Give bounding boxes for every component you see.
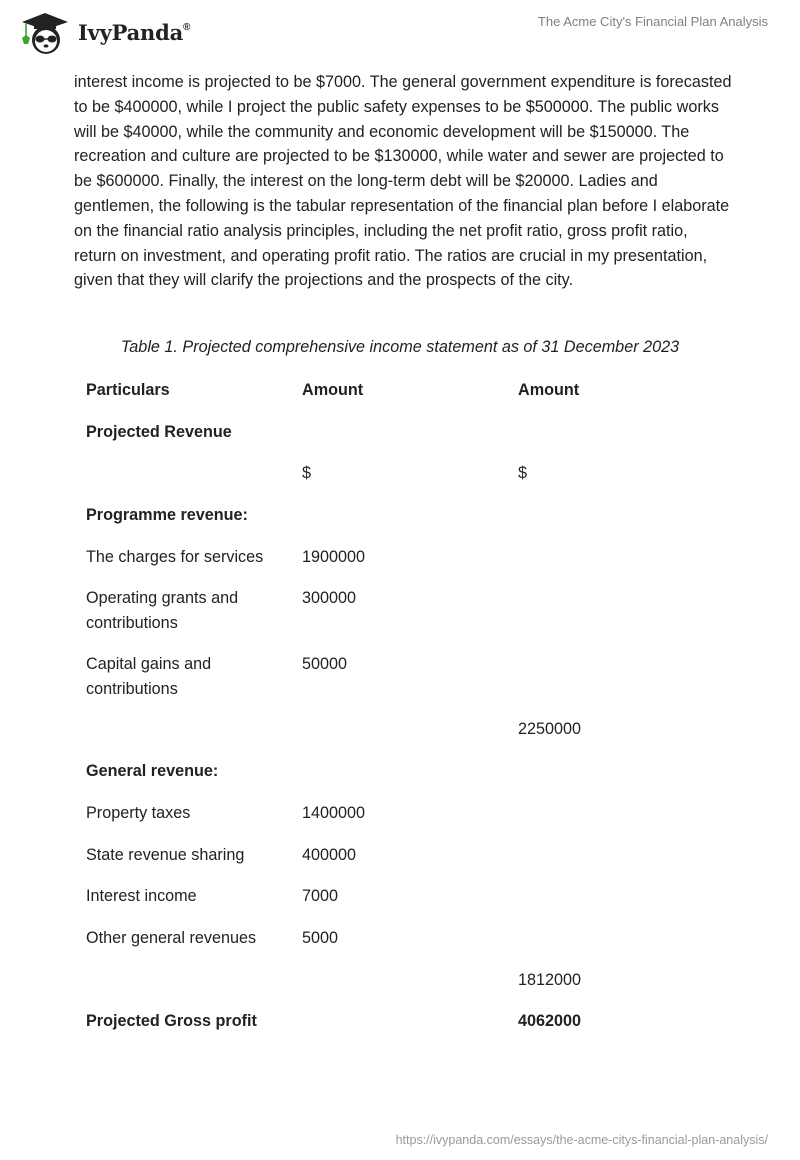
row-amount-total: [506, 835, 722, 877]
table-row: [74, 876, 722, 918]
row-particular: Property taxes: [86, 803, 191, 822]
row-amount-total: $: [518, 464, 528, 483]
row-particular: [74, 960, 290, 1002]
row-amount: 1400000: [302, 803, 366, 822]
row-particular: [74, 709, 290, 751]
row-particular: State revenue sharing: [86, 845, 245, 864]
row-particular: Capital gains and contributions: [86, 654, 212, 698]
row-amount: [290, 709, 506, 751]
table-row: [74, 835, 722, 877]
row-amount: [290, 751, 506, 793]
body-paragraph: interest income is projected to be $7000. The general government expenditure is forecasted to be $400000, while I project the public safety expenses to be $500000. The public works will be $40000, while the community and economic development will be $150000. The recreation and culture are projected to be $130000, while water and sewer are projected to be $600000. Finally, the interest on the long-term debt will be $20000. Ladies and gentlemen, the following is the tabular representation of the financial plan before I elaborate on the financial ratio analysis principles, including the net profit ratio, gross profit ratio, return on investment, and operating profit ratio. The ratios are crucial in my presentation, given that they will clarify the projections and the prospects of the city.: [74, 73, 732, 290]
page-header: [0, 0, 800, 62]
row-amount: 300000: [302, 589, 357, 608]
row-amount-total: 2250000: [518, 720, 582, 739]
row-amount: 1900000: [302, 547, 366, 566]
income-statement-table: [74, 370, 722, 1043]
header-amount-total: Amount: [518, 381, 580, 399]
table-caption: Table 1. Projected comprehensive income statement as of 31 December 2023: [120, 338, 680, 356]
row-amount: $: [302, 464, 312, 483]
row-amount: [290, 960, 506, 1002]
row-amount-total: [506, 578, 722, 644]
panda-graduate-icon: [18, 8, 74, 56]
row-particular: Interest income: [86, 887, 197, 906]
row-amount-total: [506, 495, 722, 537]
table-row: [74, 412, 722, 454]
row-particular: Operating grants and contributions: [86, 589, 239, 633]
row-amount: 5000: [302, 928, 339, 947]
row-particular: General revenue:: [86, 762, 219, 781]
row-amount-total: [506, 793, 722, 835]
row-particular: [74, 453, 290, 495]
row-amount: [290, 495, 506, 537]
row-amount-total: [506, 918, 722, 960]
row-amount-total: 4062000: [518, 1012, 582, 1031]
table-row: [74, 918, 722, 960]
row-amount: 50000: [302, 654, 348, 673]
row-amount-total: [506, 537, 722, 579]
row-amount: [290, 412, 506, 454]
row-amount: [290, 1001, 506, 1043]
table-row: [74, 578, 722, 644]
table-row: [74, 537, 722, 579]
table-row: [74, 709, 722, 751]
row-particular: Other general revenues: [86, 928, 257, 947]
table-row: [74, 793, 722, 835]
row-particular: Programme revenue:: [86, 506, 248, 525]
table-row: [74, 644, 722, 710]
source-url[interactable]: https://ivypanda.com/essays/the-acme-citys-financial-plan-analysis/: [395, 1133, 768, 1147]
document-title: The Acme City's Financial Plan Analysis: [537, 14, 768, 29]
row-amount-total: [506, 751, 722, 793]
table-row: [74, 495, 722, 537]
row-amount: 400000: [302, 845, 357, 864]
row-amount: 7000: [302, 887, 339, 906]
table-row: [74, 1001, 722, 1043]
table-row: [74, 751, 722, 793]
row-amount-total: [506, 412, 722, 454]
row-particular: The charges for services: [86, 547, 264, 566]
row-amount-total: [506, 644, 722, 710]
row-amount-total: [506, 876, 722, 918]
table-row: [74, 453, 722, 495]
header-amount: Amount: [302, 381, 364, 399]
row-amount-total: 1812000: [518, 970, 582, 989]
row-particular: Projected Revenue: [86, 422, 232, 441]
ivypanda-logo[interactable]: [18, 8, 190, 56]
header-particulars: Particulars: [86, 381, 170, 399]
table-header-row: [74, 370, 722, 412]
logo-text: IvyPanda®: [78, 19, 191, 45]
table-row: [74, 960, 722, 1002]
row-particular: Projected Gross profit: [86, 1012, 257, 1031]
